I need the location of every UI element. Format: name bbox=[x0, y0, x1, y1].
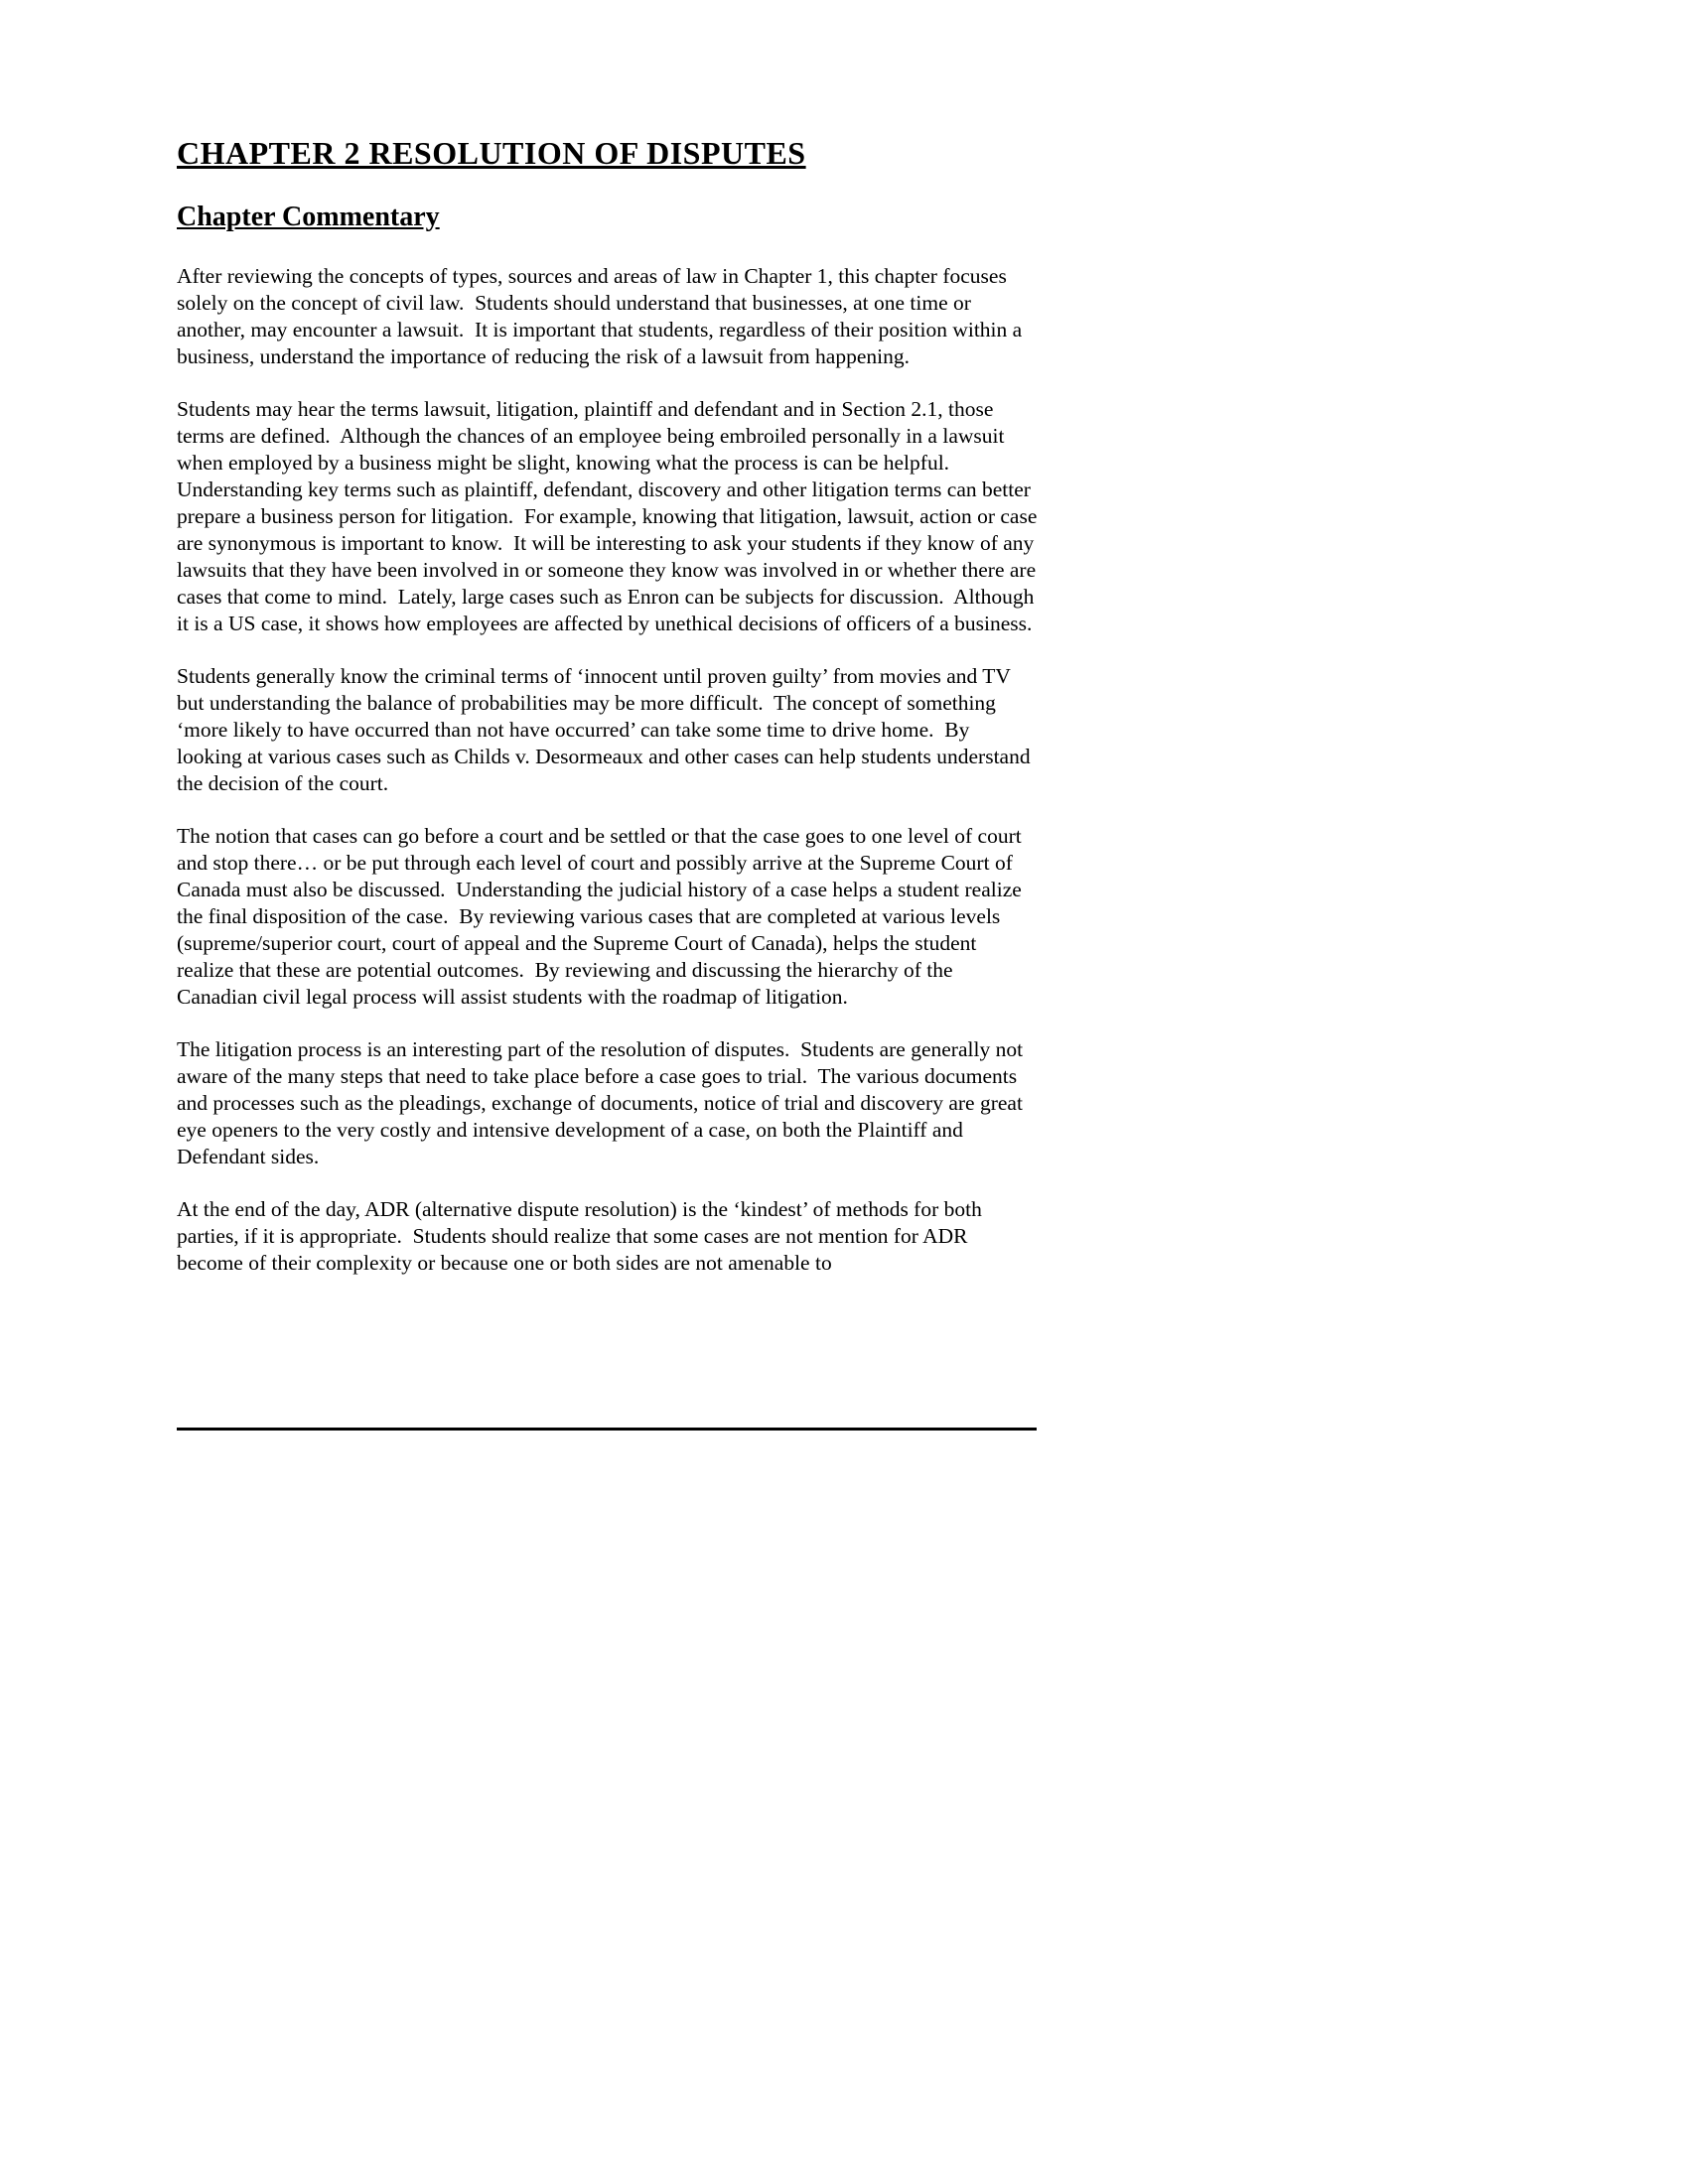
document-content bbox=[177, 135, 1043, 1302]
footer-rule bbox=[177, 1428, 1037, 1431]
paragraph-litigation-process: The litigation process is an interesting part of the resolution of disputes. Students are generally not aware of the many steps that need to take place before a case goes to trial. The various documents and processes such as the pleadings, exchange of documents, notice of trial and discovery are great eye openers to the very costly and intensive development of a case, on both the Plaintiff and Defendant sides. bbox=[177, 1037, 1029, 1168]
paragraph-court-levels: The notion that cases can go before a court and be settled or that the case goes to one level of court and stop there… or be put through each level of court and possibly arrive at the Supreme Court of Canada must also be discussed. Understanding the judicial history of a case helps a student realize the final disposition of the case. By reviewing various cases that are completed at various levels (supreme/superior court, court of appeal and the Supreme Court of Canada), helps the student realize that these are potential outcomes. By reviewing and discussing the hierarchy of the Canadian civil legal process will assist students with the roadmap of litigation. bbox=[177, 824, 1028, 1009]
paragraph-terms: Students may hear the terms lawsuit, litigation, plaintiff and defendant and in Section 2.1, those terms are defined. Although the chances of an employee being embroiled personally in a lawsuit when employed by a business might be slight, knowing what the process is can be helpful. Understanding key terms such as plaintiff, defendant, discovery and other litigation terms can better prepare a business person for litigation. For example, knowing that litigation, lawsuit, action or case are synonymous is important to know. It will be interesting to ask your students if they know of any lawsuits that they have been involved in or someone they know was involved in or whether there are cases that come to mind. Lately, large cases such as Enron can be subjects for discussion. Although it is a US case, it shows how employees are affected by unethical decisions of officers of a business. bbox=[177, 397, 1043, 635]
section-heading: Chapter Commentary bbox=[177, 202, 440, 232]
chapter-title: CHAPTER 2 RESOLUTION OF DISPUTES bbox=[177, 135, 806, 171]
paragraph-criminal-terms: Students generally know the criminal terms of ‘innocent until proven guilty’ from movies and TV but understanding the balance of probabilities may be more difficult. The concept of something ‘more likely to have occurred than not have occurred’ can take some time to drive home. By looking at various cases such as Childs v. Desormeaux and other cases can help students understand the decision of the court. bbox=[177, 664, 1036, 795]
paragraph-adr: At the end of the day, ADR (alternative dispute resolution) is the ‘kindest’ of methods for both parties, if it is appropriate. Students should realize that some cases are not mention for ADR become of their complexity or because one or both sides are not amenable to bbox=[177, 1197, 988, 1275]
paragraph-intro: After reviewing the concepts of types, sources and areas of law in Chapter 1, this chapter focuses solely on the concept of civil law. Students should understand that businesses, at one time or another, may encounter a lawsuit. It is important that students, regardless of their position within a business, understand the importance of reducing the risk of a lawsuit from happening. bbox=[177, 264, 1028, 368]
